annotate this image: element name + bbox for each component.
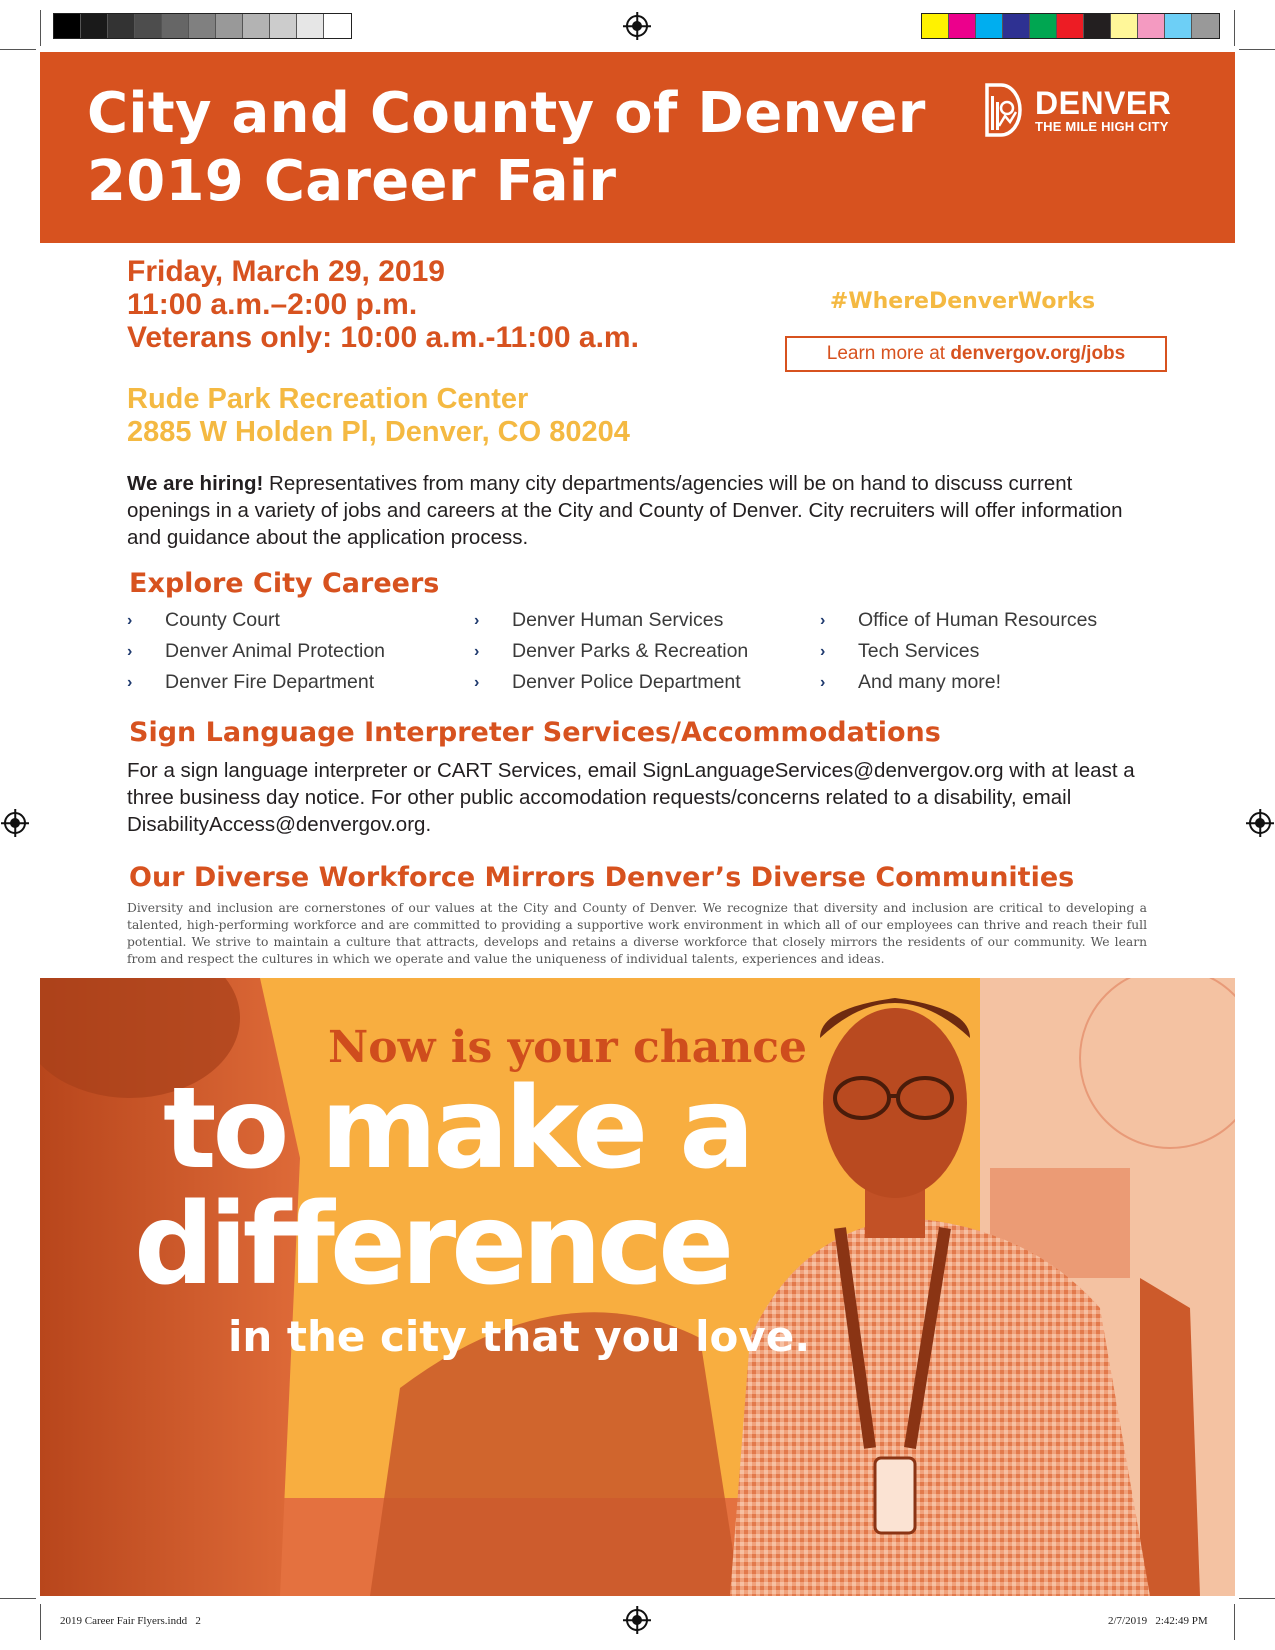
- swatch: [54, 14, 81, 38]
- diversity-heading: Our Diverse Workforce Mirrors Denver’s Diverse Communities: [129, 862, 1075, 893]
- denver-d-logo-icon: [983, 82, 1023, 138]
- chevron-right-icon: ›: [127, 642, 133, 660]
- chevron-right-icon: ›: [127, 673, 133, 691]
- page-title: [87, 80, 926, 216]
- chevron-right-icon: ›: [820, 642, 826, 660]
- career-item: [820, 608, 1157, 633]
- careers-heading: Explore City Careers: [129, 568, 440, 599]
- venue-address: 2885 W Holden Pl, Denver, CO 80204: [127, 416, 630, 448]
- career-item: [820, 639, 1157, 664]
- diversity-paragraph: Diversity and inclusion are cornerstones of our values at the City and County of Denver. We recognize that diversity and inclusion are critical to developing a talented, high-performing workforce and are committed to providing a supportive work environment in which all of our employees can thrive and reach their full potential. We strive to maintain a culture that attracts, develops and retains a diverse workforce that closely mirrors the residents of our community. We learn from and respect the cultures in which we operate and value the uniqueness of individual talents, experiences and ideas.: [127, 901, 1147, 966]
- swatch: [1165, 14, 1192, 38]
- crop-mark: [1234, 10, 1235, 46]
- swatch: [216, 14, 243, 38]
- promo-photo-banner: [40, 978, 1235, 1596]
- crop-mark: [1234, 1604, 1235, 1640]
- chevron-right-icon: ›: [474, 673, 480, 691]
- swatch: [108, 14, 135, 38]
- career-item-label: Tech Services: [858, 640, 980, 662]
- man-face: [823, 1008, 967, 1198]
- sign-language-paragraph: For a sign language interpreter or CART Services, email SignLanguageServices@denvergov.org with at least a three business day notice. For other public accomodation requests/concerns related to a disability, email DisabilityAccess@denvergov.org.: [127, 759, 1135, 836]
- hiring-lead: We are hiring!: [127, 472, 264, 495]
- swatch: [1003, 14, 1030, 38]
- swatch: [1111, 14, 1138, 38]
- jobs-link[interactable]: denvergov.org/jobs: [950, 343, 1126, 364]
- swatch: [1138, 14, 1165, 38]
- crop-mark: [0, 1598, 36, 1599]
- logo-tagline: THE MILE HIGH CITY: [1035, 118, 1169, 134]
- career-item-label: Denver Police Department: [512, 671, 741, 693]
- swatch: [162, 14, 189, 38]
- banner-line-4: in the city that you love.: [228, 1312, 811, 1361]
- chevron-right-icon: ›: [474, 642, 480, 660]
- header-banner: [40, 52, 1235, 243]
- registration-mark-icon: [4, 812, 26, 834]
- banner-line-3: difference: [134, 1180, 730, 1310]
- career-item: [127, 608, 474, 633]
- career-item: [474, 670, 820, 695]
- title-line-2: 2019 Career Fair: [87, 149, 617, 214]
- swatch: [1057, 14, 1084, 38]
- crop-mark: [1239, 49, 1275, 50]
- grayscale-calibration-bar: [53, 13, 352, 39]
- career-item-label: Denver Animal Protection: [165, 640, 386, 662]
- swatch: [270, 14, 297, 38]
- swatch: [135, 14, 162, 38]
- event-location: [127, 383, 630, 449]
- chevron-right-icon: ›: [820, 673, 826, 691]
- career-item-label: Denver Parks & Recreation: [512, 640, 749, 662]
- id-badge: [875, 1458, 915, 1533]
- career-item-label: Office of Human Resources: [858, 609, 1098, 631]
- footer-timestamp: 2/7/2019 2:42:49 PM: [1108, 1615, 1208, 1627]
- swatch: [976, 14, 1003, 38]
- learn-more-box: [785, 336, 1167, 372]
- swatch: [1030, 14, 1057, 38]
- registration-mark-icon: [626, 1609, 648, 1631]
- crop-mark: [40, 10, 41, 46]
- denver-logo: [983, 82, 1171, 138]
- swatch: [297, 14, 324, 38]
- swatch: [1084, 14, 1111, 38]
- registration-mark-icon: [1249, 812, 1271, 834]
- hiring-paragraph: [127, 470, 1152, 551]
- veterans-hours: Veterans only: 10:00 a.m.-11:00 a.m.: [127, 321, 639, 354]
- swatch: [1192, 14, 1219, 38]
- career-item: [820, 670, 1157, 695]
- event-details: [127, 255, 639, 354]
- career-item: [127, 639, 474, 664]
- banner-line-1: Now is your chance: [328, 1022, 808, 1073]
- footer-file-name: 2019 Career Fair Flyers.indd 2: [60, 1615, 201, 1627]
- swatch: [81, 14, 108, 38]
- banner-line-2: to make a: [163, 1064, 751, 1194]
- event-date: Friday, March 29, 2019: [127, 255, 445, 288]
- career-item-label: Denver Fire Department: [165, 671, 375, 693]
- sign-language-heading: Sign Language Interpreter Services/Accommodations: [129, 717, 941, 748]
- crop-mark: [40, 1604, 41, 1640]
- logo-name: DENVER: [1035, 84, 1172, 121]
- swatch: [949, 14, 976, 38]
- learn-more-prefix: Learn more at: [826, 343, 951, 364]
- crop-mark: [0, 49, 36, 50]
- color-calibration-bar: [921, 13, 1220, 39]
- title-line-1: City and County of Denver: [87, 81, 926, 146]
- hashtag: #WhereDenverWorks: [829, 289, 1096, 314]
- event-time: 11:00 a.m.–2:00 p.m.: [127, 288, 418, 321]
- crop-mark: [1239, 1598, 1275, 1599]
- career-item: [127, 670, 474, 695]
- registration-mark-icon: [626, 15, 648, 37]
- career-item-label: County Court: [165, 609, 280, 631]
- chevron-right-icon: ›: [820, 611, 826, 629]
- chevron-right-icon: ›: [474, 611, 480, 629]
- swatch: [324, 14, 351, 38]
- career-item-label: Denver Human Services: [512, 609, 724, 631]
- venue-name: Rude Park Recreation Center: [127, 383, 529, 415]
- swatch: [189, 14, 216, 38]
- career-item: [474, 639, 820, 664]
- swatch: [922, 14, 949, 38]
- career-item: [474, 608, 820, 633]
- chevron-right-icon: ›: [127, 611, 133, 629]
- hiring-body: Representatives from many city departments/agencies will be on hand to discuss current openings in a variety of jobs and careers at the City and County of Denver. City recruiters will offer information and guidance about the application process.: [127, 472, 1123, 549]
- swatch: [243, 14, 270, 38]
- career-item-label: And many more!: [858, 671, 1002, 693]
- careers-list: [127, 608, 1157, 695]
